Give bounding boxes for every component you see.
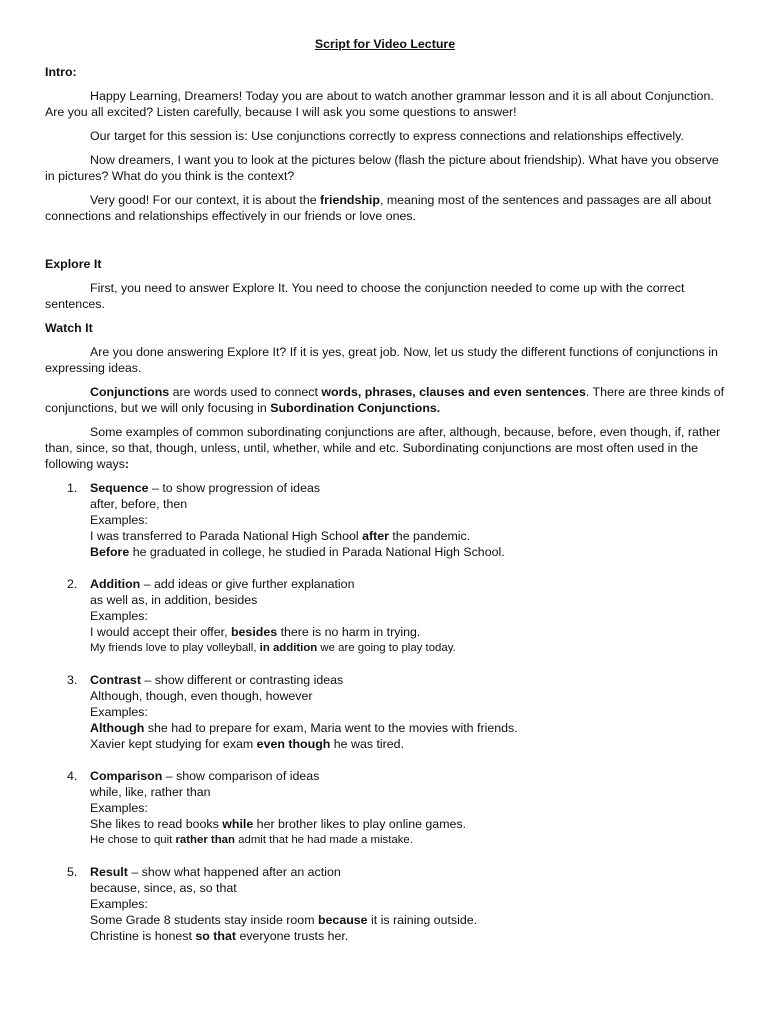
- list-item-words: after, before, then: [90, 497, 188, 511]
- list-item-number: 5.: [67, 865, 78, 879]
- list-item-contrast: [45, 672, 725, 752]
- list-item-desc: – show different or contrasting ideas: [140, 673, 344, 687]
- list-item-examples-label: Examples:: [90, 513, 148, 527]
- example-keyword: while: [222, 817, 254, 831]
- example-text: he graduated in college, he studied in Parada National High School.: [129, 545, 505, 559]
- list-item-desc: – to show progression of ideas: [148, 481, 321, 495]
- example-keyword: after: [362, 529, 389, 543]
- list-item-header: [90, 672, 725, 688]
- list-item-examples-label: Examples:: [90, 801, 148, 815]
- list-item-example-1: [90, 816, 725, 832]
- intro-p4-bold: friendship: [320, 193, 380, 207]
- list-item-example-1: [90, 624, 725, 640]
- example-keyword: rather than: [175, 834, 235, 846]
- list-item-example-1: [90, 528, 725, 544]
- intro-heading: Intro:: [45, 65, 77, 79]
- list-item-example-2: [90, 928, 725, 944]
- document-title: Script for Video Lecture: [314, 37, 456, 51]
- list-item-header: [90, 576, 725, 592]
- watch-paragraph-2: [45, 384, 725, 416]
- list-item-name: Sequence: [90, 481, 149, 495]
- explore-paragraph-1: First, you need to answer Explore It. You need to choose the conjunction needed to come up with the correct sentences.: [45, 281, 685, 311]
- list-item-number: 4.: [67, 769, 78, 783]
- example-text: there is no harm in trying.: [277, 625, 421, 639]
- example-keyword: besides: [230, 625, 278, 639]
- watch-p2-bold-e: Subordination Conjunctions.: [270, 401, 441, 415]
- example-keyword: Before: [90, 545, 130, 559]
- watch-p2-text-d: . There are three kinds of conjunctions, but we will only focusing in: [45, 385, 725, 415]
- list-item-header: [90, 768, 725, 784]
- watch-p2-bold-a: Conjunctions: [90, 385, 170, 399]
- example-text: Christine is honest: [90, 929, 196, 943]
- intro-paragraph-4: [45, 192, 725, 224]
- list-item-words: while, like, rather than: [90, 785, 211, 799]
- example-text: he was tired.: [330, 737, 405, 751]
- example-text: the pandemic.: [388, 529, 471, 543]
- example-text: He chose to quit: [90, 834, 176, 846]
- example-text: her brother likes to play online games.: [253, 817, 467, 831]
- list-item-words: Although, though, even though, however: [90, 689, 313, 703]
- list-item-addition: [45, 576, 725, 656]
- list-item-example-1: [90, 912, 725, 928]
- list-item-example-1: [90, 720, 725, 736]
- example-keyword: because: [317, 913, 368, 927]
- list-item-number: 2.: [67, 577, 78, 591]
- list-item-words: as well as, in addition, besides: [90, 593, 258, 607]
- example-text: She likes to read books: [90, 817, 223, 831]
- intro-paragraph-3: Now dreamers, I want you to look at the pictures below (flash the picture about friendship). What have you observe in pictures? What do you think is the context?: [45, 153, 719, 183]
- watch-p2-text-b: are words used to connect: [169, 385, 322, 399]
- list-item-desc: – add ideas or give further explanation: [140, 577, 355, 591]
- document-page: [45, 36, 725, 944]
- list-item-result: [45, 864, 725, 944]
- list-item-number: 1.: [67, 481, 78, 495]
- list-item-name: Addition: [90, 577, 141, 591]
- list-item-name: Result: [90, 865, 128, 879]
- example-keyword: so that: [195, 929, 236, 943]
- example-text: I would accept their offer,: [90, 625, 231, 639]
- conjunction-ways-list: [45, 480, 725, 944]
- list-item-desc: – show comparison of ideas: [162, 769, 320, 783]
- list-item-example-2: [90, 640, 725, 656]
- list-item-sequence: [45, 480, 725, 560]
- example-text: admit that he had made a mistake.: [234, 834, 413, 846]
- example-text: it is raining outside.: [367, 913, 478, 927]
- example-text: we are going to play today.: [317, 642, 456, 654]
- list-item-header: [90, 864, 725, 880]
- list-item-examples-label: Examples:: [90, 897, 148, 911]
- list-item-example-2: [90, 736, 725, 752]
- intro-p4-text-a: Very good! For our context, it is about the: [90, 193, 321, 207]
- intro-paragraph-1: Happy Learning, Dreamers! Today you are about to watch another grammar lesson and it is all about Conjunction. Are you all excited? Listen carefully, because I will ask you some questions to answer!: [45, 89, 714, 119]
- example-text: she had to prepare for exam, Maria went to the movies with friends.: [144, 721, 518, 735]
- watch-heading: Watch It: [45, 321, 93, 335]
- example-keyword: even though: [256, 737, 331, 751]
- watch-paragraph-1: Are you done answering Explore It? If it is yes, great job. Now, let us study the different functions of conjunctions in expressing ideas.: [45, 345, 718, 375]
- list-item-example-2: [90, 544, 725, 560]
- watch-p3-text: Some examples of common subordinating conjunctions are after, although, because, before, even though, if, rather than, since, so that, though, unless, until, whether, while and etc. Subordinating conjunctions are most often used in the following ways: [45, 425, 721, 471]
- list-item-words: because, since, as, so that: [90, 881, 237, 895]
- list-item-number: 3.: [67, 673, 78, 687]
- example-keyword: Although: [90, 721, 145, 735]
- example-keyword: in addition: [259, 642, 318, 654]
- watch-paragraph-3: [45, 424, 725, 472]
- list-item-header: [90, 480, 725, 496]
- watch-p2-bold-c: words, phrases, clauses and even sentences: [321, 385, 586, 399]
- intro-paragraph-2: Our target for this session is: Use conjunctions correctly to express connections and relationships effectively.: [90, 129, 684, 143]
- list-item-examples-label: Examples:: [90, 609, 148, 623]
- list-item-example-2: [90, 832, 725, 848]
- list-item-name: Contrast: [90, 673, 141, 687]
- example-text: My friends love to play volleyball,: [90, 642, 260, 654]
- list-item-name: Comparison: [90, 769, 163, 783]
- example-text: I was transferred to Parada National High School: [90, 529, 363, 543]
- example-text: Some Grade 8 students stay inside room: [90, 913, 318, 927]
- example-text: everyone trusts her.: [236, 929, 349, 943]
- intro-p4-text-c: , meaning most of the sentences and passages are all about connections and relationships effectively in our friends or love ones.: [45, 193, 712, 223]
- explore-heading: Explore It: [45, 257, 102, 271]
- list-item-comparison: [45, 768, 725, 848]
- example-text: Xavier kept studying for exam: [90, 737, 257, 751]
- list-item-examples-label: Examples:: [90, 705, 148, 719]
- watch-p3-colon: :: [124, 457, 130, 471]
- list-item-desc: – show what happened after an action: [127, 865, 341, 879]
